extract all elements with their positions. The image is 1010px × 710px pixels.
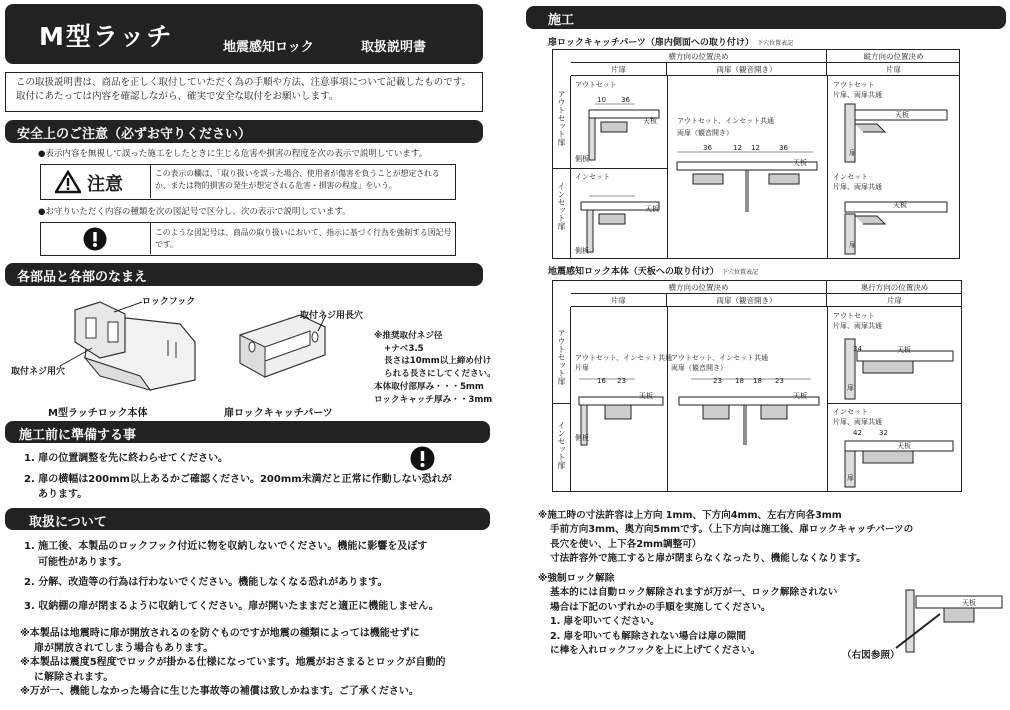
mandatory-action-icon: [83, 227, 107, 251]
fig-label: 片扉、両扉共通: [833, 322, 882, 330]
safety-note1: ●表示内容を無視して誤った施工をしたときに生じる危害や損害の程度を次の表示で説明しています。: [38, 149, 428, 159]
force-item: に棒を入れロックフックを上に上げてください。: [550, 644, 761, 656]
safety-heading: [5, 120, 483, 143]
title-sub2: 取扱説明書: [361, 40, 427, 55]
dim: 10: [597, 96, 606, 104]
fig-label: 扉: [847, 474, 854, 482]
sec1-title-text: 扉ロックキャッチパーツ（扉内側面への取り付け）: [548, 38, 754, 48]
parts-heading: [5, 263, 483, 286]
col-header: 横方向の位置決め: [571, 281, 827, 294]
fig-label: 扉: [847, 384, 854, 392]
fig-label: 天板: [895, 111, 909, 119]
tolerance-line: 長穴を使い、上下各2mm調整可）: [550, 538, 702, 550]
force-heading: ※強制ロック解除: [538, 573, 615, 584]
dim: 32: [879, 429, 888, 437]
latch-body-name: M型ラッチロック本体: [48, 408, 148, 419]
fig-label: 扉: [849, 241, 856, 249]
fig-label: 天板: [897, 346, 911, 354]
must-box: [40, 222, 456, 256]
row-label-outset: アウトセット扉: [557, 329, 566, 385]
intro-box: [5, 72, 483, 112]
handling-item: 可能性があります。: [38, 556, 128, 568]
dim: 18: [753, 377, 762, 385]
tolerance-line: ※施工時の寸法許容は上方向 1mm、下方向4mm、左右方向各3mm: [538, 510, 842, 521]
caution-box: [40, 164, 456, 200]
screw-slot-label: 取付ネジ用長穴: [300, 311, 364, 321]
lock-hook-label: ロックフック: [142, 297, 196, 307]
fig-label: 天板: [793, 159, 807, 167]
col-header: 奥行方向の位置決め: [827, 281, 962, 294]
dim: 36: [779, 144, 788, 152]
fig-label: 天板: [645, 205, 659, 213]
spec-line: られる長さにしてください。: [384, 369, 496, 380]
fig-label: 片扉: [575, 364, 589, 372]
fig-label: 側板: [575, 434, 589, 442]
fig-label: アウトセット: [833, 81, 875, 89]
install-heading-text: 施工: [548, 13, 575, 28]
fig-label: アウトセット、インセット共通: [671, 354, 769, 362]
handling-note: ※万が一、機能しなかった場合に生じた事故等の補償は致しかねます。ご了承ください。: [20, 686, 419, 697]
row-label-inset: インセット扉: [557, 421, 566, 469]
fig-label: インセット: [833, 173, 868, 181]
handling-item: 3. 収納棚の扉が閉まるように収納してください。扉が開いたままだと適正に機能しません。: [24, 600, 439, 612]
dim: 34: [853, 345, 862, 353]
caution-sign: [41, 165, 151, 198]
col-header: 縦方向の位置決め: [827, 50, 960, 63]
force-unlock-diagram: [892, 586, 1004, 656]
handling-note: ※本製品は地震時に扉が開放されるのを防ぐものですが地震の種類によっては機能せずに: [20, 628, 420, 639]
prep-heading: [5, 421, 490, 443]
catch-position-table: [552, 49, 960, 259]
handling-notes: [20, 627, 445, 700]
title-main: M型ラッチ: [39, 22, 174, 51]
col-header: 横方向の位置決め: [571, 50, 827, 63]
force-line: 基本的には自動ロック解除されますが万が一、ロック解除されない: [550, 587, 838, 599]
tolerance-line: 寸法許容外で施工すると扉が閉まらなくなったり、機能しなくなります。: [550, 553, 866, 565]
handling-note: 扉が開放されてしまう場合もあります。: [34, 642, 214, 654]
dim: 12: [733, 144, 742, 152]
force-line: 場合は下記のいずれかの手順を実施してください。: [550, 601, 771, 613]
fig-label: アウトセット: [575, 81, 617, 89]
fig-label: アウトセット: [833, 312, 875, 320]
intro-text: この取扱説明書は、商品を正しく取付していただく為の手順や方法、注意事項について記載したものです。取付にあたっては内容を確認しながら、確実で安全な取付をお願いします。: [16, 77, 472, 102]
warning-triangle-icon: [55, 170, 81, 194]
dim: 16: [597, 377, 606, 385]
spec-line: 長さは10mm以上締め付け: [384, 356, 492, 367]
fig-label: インセット: [575, 173, 610, 181]
sec1-title: [548, 35, 793, 48]
fig-label: インセット: [833, 408, 868, 416]
safety-note2: ●お守りいただく内容の種類を次の図記号で区分し、次の表示で説明しています。: [38, 207, 351, 217]
double-lock-body-diagram: [671, 373, 823, 449]
fig-label: 天板: [962, 599, 976, 607]
fig-label: 天板: [897, 442, 911, 450]
handling-heading: [5, 508, 490, 530]
see-figure: （右図参照）: [842, 650, 900, 661]
dim: 18: [735, 377, 744, 385]
fig-label: 片扉、両扉共通: [833, 91, 882, 99]
prep-item: あります。: [38, 489, 88, 500]
spec-line: 本体取付部厚み・・・5mm: [374, 381, 484, 392]
install-heading: [526, 6, 1006, 29]
screw-hole-label: 取付ネジ用穴: [11, 367, 66, 377]
must-sign: [41, 223, 151, 254]
handling-note: ※本製品は震度5程度でロックが掛かる仕様になっています。地震がおさまるとロックが自動的: [20, 657, 446, 668]
force-item: 2. 扉を叩いても解除されない場合は扉の隙間: [550, 630, 746, 642]
fig-label: 側板: [575, 155, 589, 163]
title-sub1: 地震感知ロック: [223, 40, 314, 55]
subheader: 片扉: [571, 63, 667, 76]
title-banner: [5, 4, 483, 64]
tolerance-notes: [538, 509, 913, 567]
fig-label: 天板: [893, 201, 907, 209]
force-item: 1. 扉を叩いてください。: [550, 616, 660, 628]
prep-item: 2. 扉の横幅は200mm以上あるかご確認ください。200mm未満だと正常に作動しない恐れが: [24, 473, 452, 485]
spec-line: +ナベ3.5: [384, 343, 424, 354]
subheader: 片扉: [571, 294, 667, 307]
spec-line: ロックキャッチ厚み・・3mm: [374, 394, 493, 405]
fig-label: 両扉（観音開き）: [671, 364, 727, 372]
force-unlock: [538, 572, 837, 658]
latch-body-illustration: [30, 292, 210, 402]
fig-label: 両扉（観音開き）: [677, 129, 733, 137]
fig-label: 天板: [639, 392, 653, 400]
double-door-catch-diagram: [673, 142, 823, 222]
spec-notes: [374, 330, 496, 406]
dim: 42: [853, 429, 862, 437]
sec1-note: 下穴位置表記: [757, 40, 794, 47]
dim: 36: [703, 144, 712, 152]
subheader: 片扉: [827, 63, 960, 76]
handling-list: [24, 539, 439, 614]
spec-line: ※推奨取付ネジ径: [374, 331, 443, 341]
dim: 36: [621, 96, 630, 104]
fig-label: 側板: [575, 247, 589, 255]
prep-heading-text: 施工前に準備する事: [19, 428, 137, 443]
sec2-title-text: 地震感知ロック本体（天板への取り付け）: [548, 267, 719, 277]
row-label-outset: アウトセット扉: [557, 90, 566, 146]
subheader: 片扉: [827, 294, 962, 307]
dim: 12: [751, 144, 760, 152]
handling-item: 2. 分解、改造等の行為は行わないでください。機能しなくなる恐れがあります。: [24, 577, 388, 588]
dim: 23: [775, 377, 784, 385]
fig-label: 片扉、両扉共通: [833, 183, 882, 191]
prep-item: 1. 扉の位置調整を先に終わらせてください。: [24, 453, 228, 464]
caution-text: この表示の欄は、「取り扱いを誤った場合、使用者が傷害を負うことが想定されるか、または物的損害の発生が想定される危害・損害の程度」をいう。: [155, 169, 440, 191]
fig-label: 片扉、両扉共通: [833, 418, 882, 426]
dim: 23: [713, 377, 722, 385]
prep-list: [24, 451, 452, 503]
fig-label: アウトセット、インセット共通: [677, 117, 775, 125]
row-label-inset: インセット扉: [557, 182, 566, 230]
sec2-note: 下穴位置表記: [721, 269, 758, 276]
lock-body-position-table: [552, 280, 962, 492]
subheader: 両扉（観音開き）: [667, 294, 827, 307]
safety-heading-text: 安全上のご注意（必ずお守りください）: [17, 127, 252, 142]
subheader: 両扉（観音開き）: [667, 63, 827, 76]
fig-label: 天板: [793, 392, 807, 400]
dim: 23: [617, 377, 626, 385]
fig-label: 扉: [849, 149, 856, 157]
caution-label: 注意: [87, 174, 123, 195]
fig-label: アウトセット、インセット共通: [575, 354, 673, 362]
catch-part-name: 扉ロックキャッチパーツ: [224, 408, 333, 419]
fig-label: 天板: [643, 117, 657, 125]
handling-note: に解除されます。: [34, 671, 114, 683]
parts-heading-text: 各部品と各部のなまえ: [17, 270, 148, 285]
sec2-title: [548, 264, 758, 277]
tolerance-line: 手前方向3mm、奥方向5mmです。（上下方向は施工後、扉ロックキャッチパーツの: [550, 524, 914, 536]
handling-item: 1. 施工後、本製品のロックフック付近に物を収納しないでください。機能に影響を及ぼす: [24, 541, 428, 552]
handling-heading-text: 取扱について: [29, 515, 107, 530]
must-text: このような図記号は、商品の取り扱いにおいて、指示に基づく行為を強制する図記号です。: [155, 228, 452, 250]
